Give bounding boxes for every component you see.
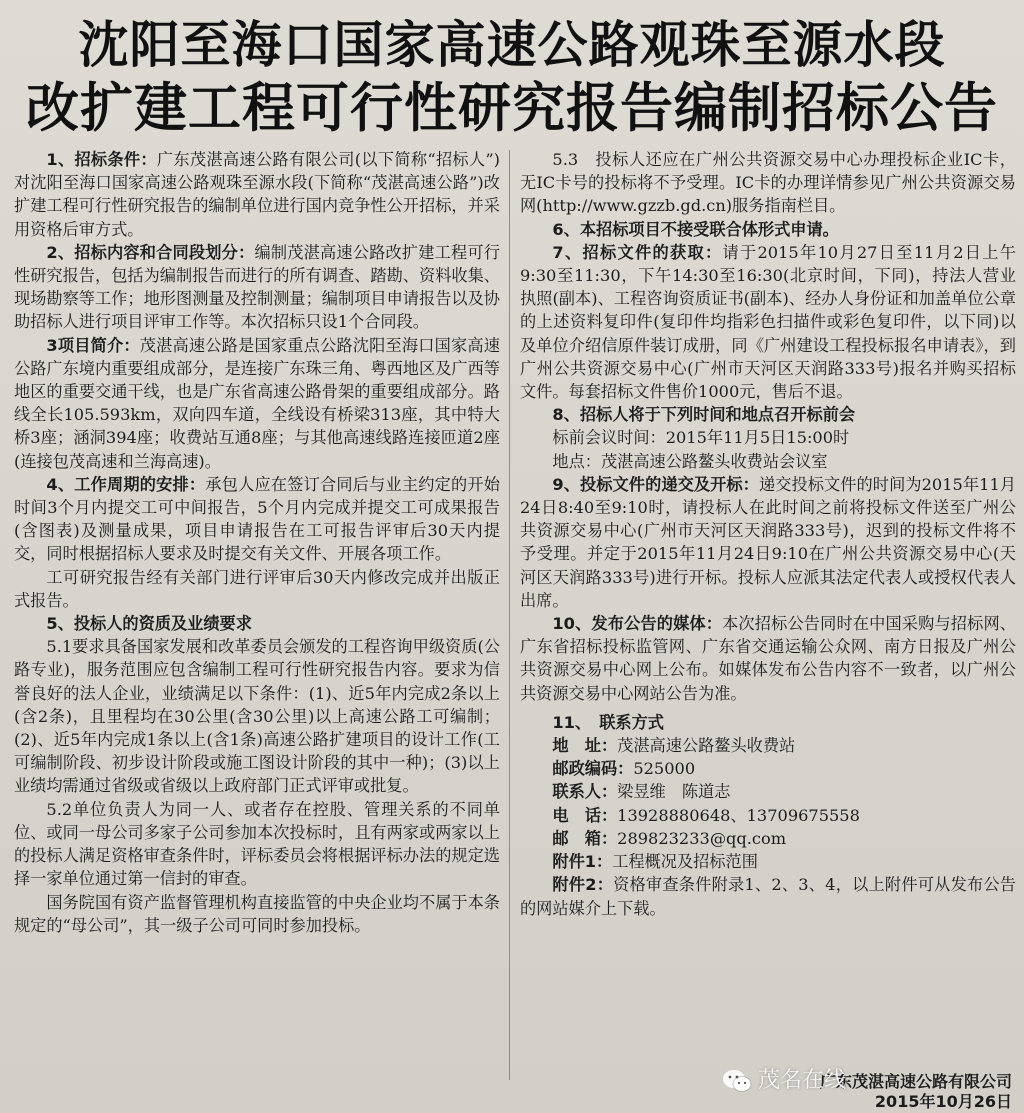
contact-zip: [520, 757, 1016, 780]
section-10-text: 本次招标公告同时在中国采购与招标网、广东省招标投标监管网、广东省交通运输公众网、南方日报及广州公共资源交易中心网上公布。如媒体发布公告内容不一致者，以广州公共资源交易中心网站公告为准。: [520, 614, 1016, 703]
address-value: 茂湛高速公路鳌头收费站: [617, 736, 796, 756]
contact-email: [520, 827, 1016, 850]
contact-person-value: 梁昱维 陈道志: [617, 782, 731, 802]
signature-date: 2015年10月26日: [874, 1092, 1012, 1111]
section-8: [520, 403, 1016, 426]
section-4-heading: 4、工作周期的安排：: [46, 474, 206, 494]
section-9-text: 递交投标文件的时间为2015年11月24日8:40至9:10时，请投标人在此时间之前将投标文件送至广州公共资源交易中心(广州市天河区天润路333号)，迟到的投标文件将不予受理。并定于2015年11月24日9:10在广州公共资源交易中心(天河区天润路333号)进行开标。投标人应派其法定代表人或授权代表人出席。: [520, 474, 1017, 610]
contact-address: [520, 734, 1016, 757]
section-3-heading: 3项目简介：: [46, 335, 140, 355]
section-3: [14, 334, 500, 473]
email-label: 邮 箱：: [552, 828, 618, 848]
section-10: [520, 612, 1016, 705]
section-9-heading: 9、投标文件的递交及开标：: [552, 474, 759, 494]
section-7-heading: 7、招标文件的获取：: [552, 242, 723, 262]
section-1-heading: 1、招标条件：: [46, 150, 157, 169]
zip-value: 525000: [633, 759, 696, 779]
zip-label: 邮政编码：: [552, 759, 634, 779]
section-5-1: 5.1要求具备国家发展和改革委员会颁发的工程咨询甲级资质(公路专业)，服务范围应包含编制工程可行性研究报告内容。要求为信誉良好的法人企业，业绩满足以下条件：(1)、近5年内完成2条以上(含2条)，且里程均在30公里(含30公里)以上高速公路工可编制；(2)、近5年内完成1条以上(含1条)高速公路扩建项目的设计工作(工可编制阶段、初步设计阶段或施工图设计阶段的其中一种)；(3)以上业绩均需通过省级或省级以上政府部门正式评审或批复。: [14, 637, 500, 796]
attachment-1-label: 附件1：: [552, 852, 613, 872]
section-7-text: 请于2015年10月27日至11月2日上午9:30至11:30，下午14:30至16:30(北京时间，下同)，持法人营业执照(副本)、工程咨询资质证书(副本)、经办人身份证和加盖单位公章的上述资料复印件(复印件均指彩色扫描件或彩色复印件，以下同)以及单位介绍信原件装订成册，同《广州建设工程投标报名申请表》，到广州公共资源交易中心(广州市天河区天润路333号)报名并购买招标文件。每套招标文件售价1000元，售后不退。: [520, 242, 1016, 402]
section-7: [520, 241, 1016, 403]
section-6-heading: 6、本招标项目不接受联合体形式申请。: [552, 219, 839, 239]
section-8-place: 地点：茂湛高速公路鳌头收费站会议室: [552, 451, 828, 471]
section-2-heading: 2、招标内容和合同段划分：: [46, 242, 255, 262]
watermark-text: 茂名在线: [758, 1068, 847, 1093]
section-5: [14, 612, 500, 635]
section-4-text: 承包人应在签订合同后与业主约定的开始时间3个月内提交工可中间报告，5个月内完成并提交工可成果报告(含图表)及测量成果，项目申请报告在工可报告评审后30天内提交，同时根据招标人要求及时提交有关文件、开展各项工作。: [14, 474, 500, 564]
attachment-2: [520, 873, 1016, 919]
section-11: [520, 711, 1016, 734]
phone-value: 13928880648、13709675558: [617, 805, 860, 825]
left-column: [14, 148, 500, 937]
section-5-heading: 5、投标人的资质及业绩要求: [46, 614, 252, 634]
title-line-1: 沈阳至海口国家高速公路观珠至源水段: [78, 16, 946, 74]
right-column: [520, 148, 1016, 920]
watermark: [722, 1056, 1018, 1106]
wechat-icon: [722, 1069, 752, 1093]
section-8-time: 标前会议时间：2015年11月5日15:00时: [552, 428, 850, 448]
phone-label: 电 话：: [552, 805, 618, 825]
section-11-heading: 11、 联系方式: [552, 712, 664, 732]
section-3-text: 茂湛高速公路是国家重点公路沈阳至海口国家高速公路广东境内重要组成部分，是连接广东珠三角、粤西地区及广西等地区的重要交通干线，也是广东省高速公路骨架的重要组成部分。路线全长105.593km，双向四车道，全线设有桥梁313座，其中特大桥3座；涵洞394座；收费站互通8座；与其他高速线路连接匝道2座(连接包茂高速和兰海高速)。: [14, 335, 500, 471]
section-1-text: 广东茂湛高速公路有限公司(以下简称“招标人”)对沈阳至海口国家高速公路观珠至源水段(下简称“茂湛高速公路”)改扩建工程可行性研究报告的编制单位进行国内竞争性公开招标，并采用资格后审方式。: [14, 150, 501, 239]
section-2-text: 编制茂湛高速公路改扩建工程可行性研究报告，包括为编制报告而进行的所有调查、踏勘、资料收集、现场勘察等工作；地形图测量及控制测量；编制项目申请报告以及协助招标人进行项目评审工作等。本次招标只设1个合同段。: [14, 242, 501, 332]
contact-phone: [520, 804, 1016, 827]
section-2: [14, 241, 500, 334]
section-4: [14, 473, 500, 566]
section-9: [520, 473, 1016, 612]
section-1: [14, 148, 500, 241]
column-divider: [509, 150, 510, 1080]
section-6: [520, 218, 1016, 241]
section-8-heading: 8、招标人将于下列时间和地点召开标前会: [552, 405, 856, 425]
section-10-heading: 10、发布公告的媒体：: [552, 614, 723, 634]
contact-person: [520, 780, 1016, 803]
contact-person-label: 联系人：: [552, 782, 618, 802]
section-5-3: 5.3 投标人还应在广州公共资源交易中心办理投标企业IC卡，无IC卡号的投标将不予受理。IC卡的办理详情参见广州公共资源交易网(http://www.gzzb.gd.cn)服务指南栏目。: [520, 150, 1016, 216]
email-value: 289823233@qq.com: [617, 828, 787, 848]
signature-org: 广东茂湛高速公路有限公司: [819, 1072, 1012, 1091]
section-4-extra: 工可研究报告经有关部门进行评审后30天内修改完成并出版正式报告。: [14, 567, 500, 610]
section-5-2: 5.2单位负责人为同一人、或者存在控股、管理关系的不同单位、或同一母公司多家子公司参加本次投标时，且有两家或两家以上的投标人满足资格审查条件时，评标委员会将根据评标办法的规定选择一家单位通过第一信封的审查。: [14, 799, 500, 889]
attachment-2-label: 附件2：: [552, 875, 614, 895]
attachment-1-value: 工程概况及招标范围: [612, 852, 758, 872]
title-line-2: 改扩建工程可行性研究报告编制招标公告: [26, 78, 998, 139]
address-label: 地 址：: [552, 736, 618, 756]
attachment-2-value: 资格审查条件附录1、2、3、4，以上附件可从发布公告的网站媒介上下载。: [520, 875, 1016, 918]
attachment-1: [520, 850, 1016, 873]
section-5-2-note: 国务院国有资产监督管理机构直接监管的中央企业均不属于本条规定的“母公司”，其一级子公司可同时参加投标。: [14, 892, 500, 935]
